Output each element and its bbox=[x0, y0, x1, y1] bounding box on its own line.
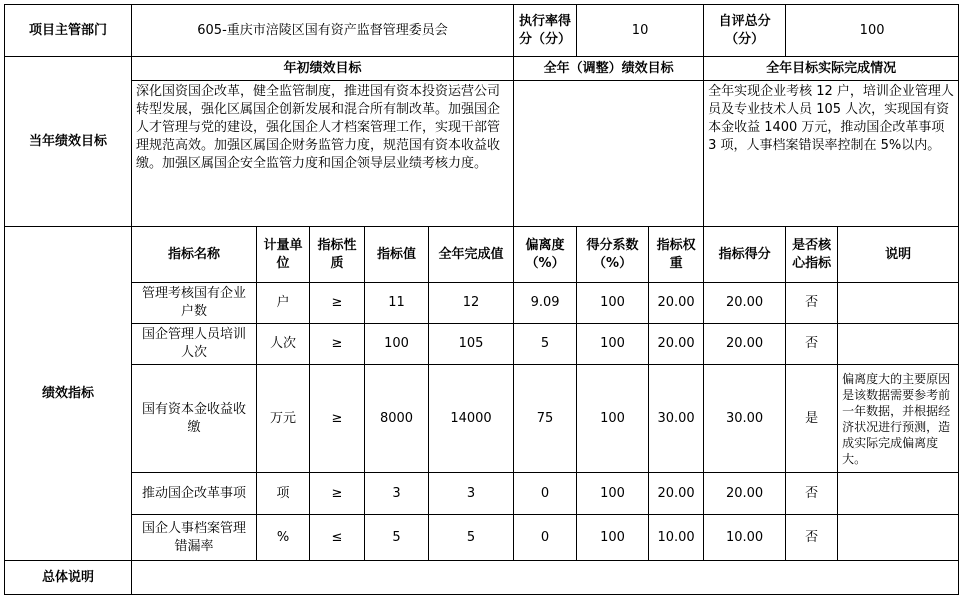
table-row bbox=[5, 283, 959, 324]
indicator-core: 否 bbox=[786, 283, 838, 324]
indicator-note bbox=[838, 515, 959, 561]
adjusted-goal-header: 全年（调整）绩效目标 bbox=[514, 57, 704, 81]
indicator-unit: 项 bbox=[257, 473, 310, 515]
dept-value: 605-重庆市涪陵区国有资产监督管理委员会 bbox=[132, 5, 514, 57]
initial-goal-text: 深化国资国企改革，健全监管制度，推进国有资本投资运营公司转型发展，强化区属国企创新发展和混合所有制改革。加强国企人才管理与党的建设，强化国企人才档案管理工作，实现干部管理规范高效。加强区属国企财务监管力度，规范国有资本收益收缴。加强区属国企安全监管力度和国企领导层业绩考核力度。 bbox=[132, 81, 514, 227]
summary-label: 总体说明 bbox=[5, 561, 132, 595]
table-row bbox=[5, 473, 959, 515]
indicator-score: 20.00 bbox=[704, 324, 786, 365]
indicator-unit: 万元 bbox=[257, 365, 310, 473]
col-header-weight: 指标权重 bbox=[649, 227, 704, 283]
indicator-deviation: 0 bbox=[514, 473, 577, 515]
indicator-note bbox=[838, 473, 959, 515]
indicator-unit: 人次 bbox=[257, 324, 310, 365]
self-eval-label: 自评总分（分） bbox=[704, 5, 786, 57]
indicator-actual: 105 bbox=[429, 324, 514, 365]
actual-goal-header: 全年目标实际完成情况 bbox=[704, 57, 959, 81]
col-header-target: 指标值 bbox=[365, 227, 429, 283]
indicator-deviation: 75 bbox=[514, 365, 577, 473]
col-header-unit: 计量单位 bbox=[257, 227, 310, 283]
indicator-note: 偏离度大的主要原因是该数据需要参考前一年数据，并根据经济状况进行预测，造成实际完成偏离度大。 bbox=[838, 365, 959, 473]
col-header-coef: 得分系数（%） bbox=[577, 227, 649, 283]
indicator-deviation: 9.09 bbox=[514, 283, 577, 324]
indicator-target: 100 bbox=[365, 324, 429, 365]
indicator-nature: ≥ bbox=[310, 473, 365, 515]
indicator-nature: ≥ bbox=[310, 365, 365, 473]
indicator-weight: 10.00 bbox=[649, 515, 704, 561]
indicators-row-label: 绩效指标 bbox=[5, 227, 132, 561]
indicator-target: 5 bbox=[365, 515, 429, 561]
indicator-actual: 3 bbox=[429, 473, 514, 515]
indicator-weight: 30.00 bbox=[649, 365, 704, 473]
indicator-deviation: 0 bbox=[514, 515, 577, 561]
self-eval-value: 100 bbox=[786, 5, 959, 57]
indicator-core: 是 bbox=[786, 365, 838, 473]
indicator-weight: 20.00 bbox=[649, 473, 704, 515]
table-row bbox=[5, 365, 959, 473]
indicator-weight: 20.00 bbox=[649, 324, 704, 365]
indicator-score: 20.00 bbox=[704, 473, 786, 515]
goals-content-row bbox=[5, 81, 959, 227]
exec-rate-label: 执行率得分（分） bbox=[514, 5, 577, 57]
indicator-coef: 100 bbox=[577, 365, 649, 473]
indicator-core: 否 bbox=[786, 324, 838, 365]
col-header-actual: 全年完成值 bbox=[429, 227, 514, 283]
adjusted-goal-text bbox=[514, 81, 704, 227]
indicator-score: 30.00 bbox=[704, 365, 786, 473]
goals-header-row bbox=[5, 57, 959, 81]
indicator-weight: 20.00 bbox=[649, 283, 704, 324]
exec-rate-value: 10 bbox=[577, 5, 704, 57]
col-header-core: 是否核心指标 bbox=[786, 227, 838, 283]
indicator-core: 否 bbox=[786, 515, 838, 561]
table-row bbox=[5, 515, 959, 561]
performance-table bbox=[4, 4, 959, 595]
indicator-nature: ≥ bbox=[310, 324, 365, 365]
indicator-nature: ≥ bbox=[310, 283, 365, 324]
indicator-coef: 100 bbox=[577, 515, 649, 561]
indicator-name: 国有资本金收益收缴 bbox=[132, 365, 257, 473]
indicator-target: 8000 bbox=[365, 365, 429, 473]
table-row bbox=[5, 324, 959, 365]
col-header-nature: 指标性质 bbox=[310, 227, 365, 283]
dept-label: 项目主管部门 bbox=[5, 5, 132, 57]
indicator-actual: 12 bbox=[429, 283, 514, 324]
indicator-note bbox=[838, 283, 959, 324]
summary-row bbox=[5, 561, 959, 595]
indicator-unit: % bbox=[257, 515, 310, 561]
indicator-name: 推动国企改革事项 bbox=[132, 473, 257, 515]
col-header-deviation: 偏离度（%） bbox=[514, 227, 577, 283]
indicator-target: 3 bbox=[365, 473, 429, 515]
indicator-name: 国企管理人员培训人次 bbox=[132, 324, 257, 365]
indicator-target: 11 bbox=[365, 283, 429, 324]
header-row bbox=[5, 5, 959, 57]
indicator-header-row bbox=[5, 227, 959, 283]
indicator-deviation: 5 bbox=[514, 324, 577, 365]
indicator-score: 10.00 bbox=[704, 515, 786, 561]
indicator-core: 否 bbox=[786, 473, 838, 515]
indicator-actual: 14000 bbox=[429, 365, 514, 473]
indicator-name: 管理考核国有企业户数 bbox=[132, 283, 257, 324]
indicator-coef: 100 bbox=[577, 473, 649, 515]
indicator-unit: 户 bbox=[257, 283, 310, 324]
col-header-score: 指标得分 bbox=[704, 227, 786, 283]
indicator-actual: 5 bbox=[429, 515, 514, 561]
initial-goal-header: 年初绩效目标 bbox=[132, 57, 514, 81]
actual-goal-text: 全年实现企业考核 12 户，培训企业管理人员及专业技术人员 105 人次，实现国有资本金收益 1400 万元，推动国企改革事项 3 项，人事档案错误率控制在 5%以内。 bbox=[704, 81, 959, 227]
indicator-score: 20.00 bbox=[704, 283, 786, 324]
indicator-name: 国企人事档案管理错漏率 bbox=[132, 515, 257, 561]
indicator-coef: 100 bbox=[577, 324, 649, 365]
indicator-note bbox=[838, 324, 959, 365]
col-header-note: 说明 bbox=[838, 227, 959, 283]
col-header-name: 指标名称 bbox=[132, 227, 257, 283]
summary-value bbox=[132, 561, 959, 595]
goals-row-label: 当年绩效目标 bbox=[5, 57, 132, 227]
indicator-nature: ≤ bbox=[310, 515, 365, 561]
indicator-coef: 100 bbox=[577, 283, 649, 324]
